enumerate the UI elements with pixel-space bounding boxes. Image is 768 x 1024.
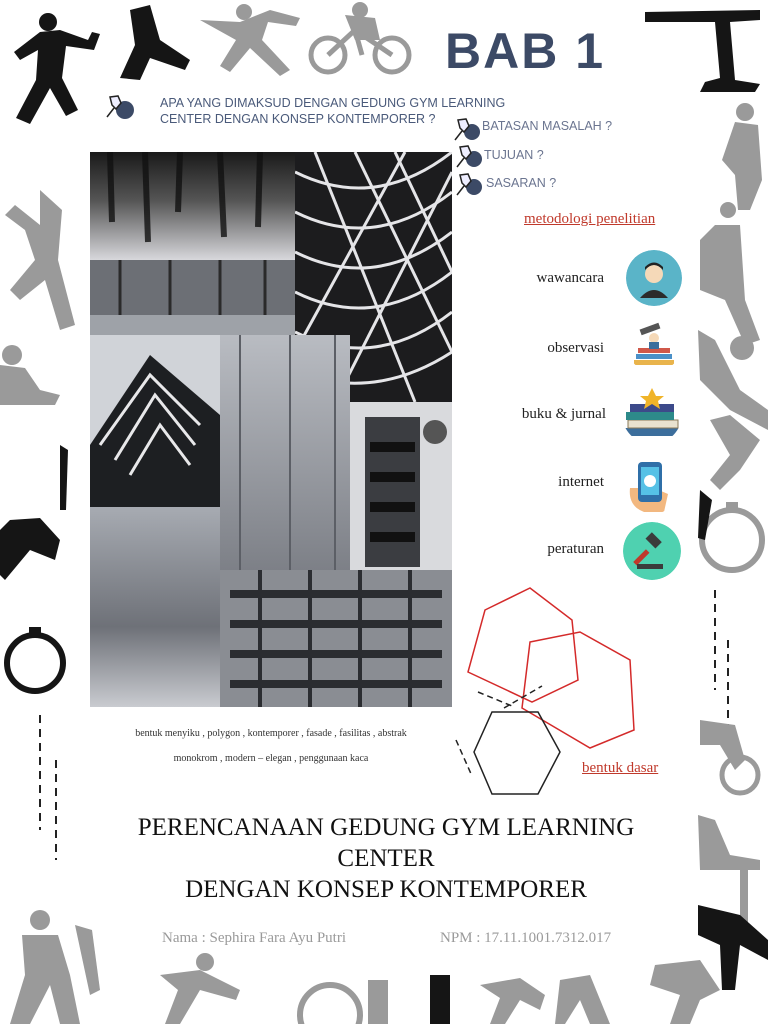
phone-hand-icon (624, 458, 680, 514)
hexagon-black (474, 712, 560, 794)
metodologi-heading: metodologi penelitian (524, 211, 656, 227)
pushpin-icon (454, 143, 484, 171)
books-icon (622, 384, 682, 444)
title-line-1: PERENCANAAN GEDUNG GYM LEARNING (137, 814, 635, 841)
question-tujuan: TUJUAN ? (484, 148, 544, 162)
metodologi-label-internet: internet (558, 474, 604, 490)
chapter-heading: BAB 1 (445, 23, 606, 79)
question-batasan: BATASAN MASALAH ? (482, 119, 613, 133)
mood-board-collage (90, 152, 452, 707)
collage-building-grid (220, 570, 452, 707)
question-sasaran: SASARAN ? (486, 176, 557, 190)
title-line-2: CENTER (337, 845, 435, 872)
metodologi-label-peraturan: peraturan (547, 541, 604, 557)
pushpin-icon (104, 93, 134, 121)
collage-polygon-building (90, 335, 220, 507)
metodologi-label-buku-jurnal: buku & jurnal (521, 406, 606, 422)
collage-abstract-brush (90, 152, 295, 260)
collage-glass-facade (220, 335, 350, 570)
document-title (90, 812, 682, 905)
author-npm: NPM : 17.11.1001.7312.017 (440, 930, 612, 946)
metodologi-label-wawancara: wawancara (536, 270, 604, 286)
collage-weight-rack (350, 402, 452, 570)
caption-keywords-2: monokrom , modern – elegan , penggunaan kaca (173, 753, 369, 764)
author-name: Nama : Sephira Fara Ayu Putri (162, 930, 347, 946)
pushpin-icon (454, 171, 484, 199)
hexagon-red-small (522, 632, 634, 748)
gavel-icon (623, 522, 681, 580)
main-question: APA YANG DIMAKSUD DENGAN GEDUNG GYM LEARNING CENTER DENGAN KONSEP KONTEMPORER ? (160, 96, 506, 126)
caption-keywords-1: bentuk menyiku , polygon , kontemporer , fasade , fasilitas , abstrak (135, 728, 407, 739)
collage-gym-interior (90, 260, 295, 335)
metodologi-label-observasi: observasi (547, 340, 604, 356)
observation-telescope-icon (626, 316, 682, 372)
hexagon-red-large (468, 588, 578, 702)
title-line-3: DENGAN KONSEP KONTEMPORER (185, 876, 587, 903)
bentuk-dasar-label: bentuk dasar (582, 760, 659, 776)
interview-person-icon (626, 250, 682, 306)
collage-painted-strokes (90, 507, 220, 707)
pushpin-icon (452, 116, 482, 144)
